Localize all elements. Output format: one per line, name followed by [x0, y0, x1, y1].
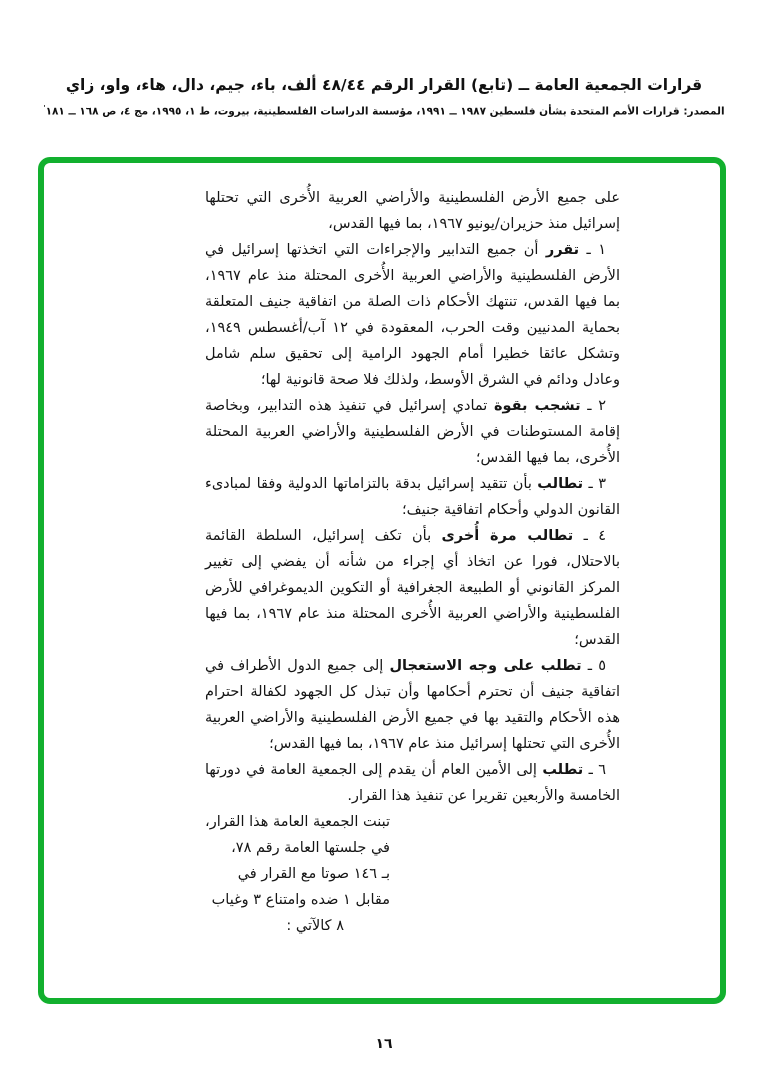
resolution-paragraph	[205, 523, 620, 653]
vote-record-line: ٨ كالآتي :	[286, 918, 344, 934]
paragraph-lead: تشجب بقوة	[493, 398, 581, 414]
paragraph-number: ٤ ـ	[583, 528, 607, 544]
vote-record	[205, 809, 390, 939]
paragraph-lead: تقرر	[545, 242, 580, 258]
continuation-text: على جميع الأرض الفلسطينية والأراضي العربية الأُخرى التي تحتلها إسرائيل منذ حزيران/يونيو ١٩٦٧، بما فيها القدس،	[205, 190, 620, 232]
paragraph-text: بأن تتقيد إسرائيل بدقة بالتزاماتها الدولية وفقا لمبادىء القانون الدولي وأحكام اتفاقية جنيف؛	[205, 476, 620, 518]
paragraph-lead: تطالب مرة أُخرى	[441, 528, 574, 544]
resolution-paragraph	[205, 653, 620, 757]
paragraph-number: ٢ ـ	[587, 398, 606, 414]
source-line	[0, 100, 768, 120]
resolution-paragraph	[205, 237, 620, 393]
vote-record-line: تبنت الجمعية العامة هذا القرار،	[205, 814, 390, 830]
paragraph-text: تمادي إسرائيل في تنفيذ هذه التدابير، وبخاصة إقامة المستوطنات في الأرض الفلسطينية والأراضي العربية المحتلة الأُخرى، بما فيها القدس؛	[205, 398, 620, 466]
document-header-title: قرارات الجمعية العامة ــ (تابع) القرار الرقم ٤٨/٤٤ ألف، باء، جيم، دال، هاء، واو، زاي	[65, 76, 703, 94]
paragraph-number: ١ ـ	[586, 242, 606, 258]
vote-record-line: بـ ١٤٦ صوتا مع القرار في	[237, 866, 390, 882]
resolution-body	[205, 185, 620, 939]
continuation-paragraph	[205, 185, 620, 237]
paragraph-text: بأن تكف إسرائيل، السلطة القائمة بالاحتلال، فورا عن اتخاذ أي إجراء من شأنه أن يفضي إلى تغيير المركز القانوني أو الطبيعة الجغرافية أو التكوين الديموغرافي للأرض الفلسطينية والأراضي العربية الأُخرى المحتلة منذ عام ١٩٦٧، بما فيها القدس؛	[205, 528, 620, 648]
vote-record-line: مقابل ١ ضده وامتناع ٣ وغياب	[211, 892, 390, 908]
paragraph-lead: تطلب على وجه الاستعجال	[389, 658, 582, 674]
paragraph-text: إلى جميع الدول الأطراف في اتفاقية جنيف أن تحترم أحكامها وأن تبذل كل الجهود لكفالة احترام هذه الأحكام والتقيد بها في جميع الأرض الفلسطينية والأراضي العربية الأُخرى التي تحتلها إسرائيل منذ عام ١٩٦٧، بما فيها القدس؛	[205, 658, 620, 752]
source-line-text: المصدر: قرارات الأمم المتحدة بشأن فلسطين ١٩٨٧ ــ ١٩٩١، مؤسسة الدراسات الفلسطينية، بيروت، ط ١، ١٩٩٥، مج ٤، ص ١٦٨ ــ ١٨١	[45, 105, 725, 118]
resolution-paragraph	[205, 393, 620, 471]
paragraphs-holder	[205, 237, 620, 809]
resolution-paragraph	[205, 757, 620, 809]
green-annotation-box	[38, 157, 726, 1004]
resolution-paragraph	[205, 471, 620, 523]
paragraph-text: إلى الأمين العام أن يقدم إلى الجمعية العامة في دورتها الخامسة والأربعين تقريرا عن تنفيذ هذا القرار.	[205, 762, 620, 804]
page-number: ١٦	[375, 1036, 393, 1052]
paragraph-number: ٥ ـ	[587, 658, 607, 674]
paragraph-text: أن جميع التدابير والإجراءات التي اتخذتها إسرائيل في الأرض الفلسطينية والأراضي العربية الأُخرى المحتلة منذ عام ١٩٦٧، بما فيها القدس، تنتهك الأحكام ذات الصلة من اتفاقية جنيف المتعلقة بحماية المدنيين وقت الحرب، المعقودة في ١٢ آب/أغسطس ١٩٤٩، وتشكل عائقا خطيرا أمام الجهود الرامية إلى تحقيق سلم شامل وعادل ودائم في الشرق الأوسط، ولذلك فلا صحة قانونية لها؛	[205, 242, 620, 388]
paragraph-number: ٣ ـ	[588, 476, 606, 492]
footnote-mark: '	[43, 104, 46, 112]
paragraph-lead: تطالب	[537, 476, 584, 492]
vote-record-line: في جلستها العامة رقم ٧٨،	[231, 840, 390, 856]
paragraph-lead: تطلب	[542, 762, 584, 778]
paragraph-number: ٦ ـ	[588, 762, 607, 778]
